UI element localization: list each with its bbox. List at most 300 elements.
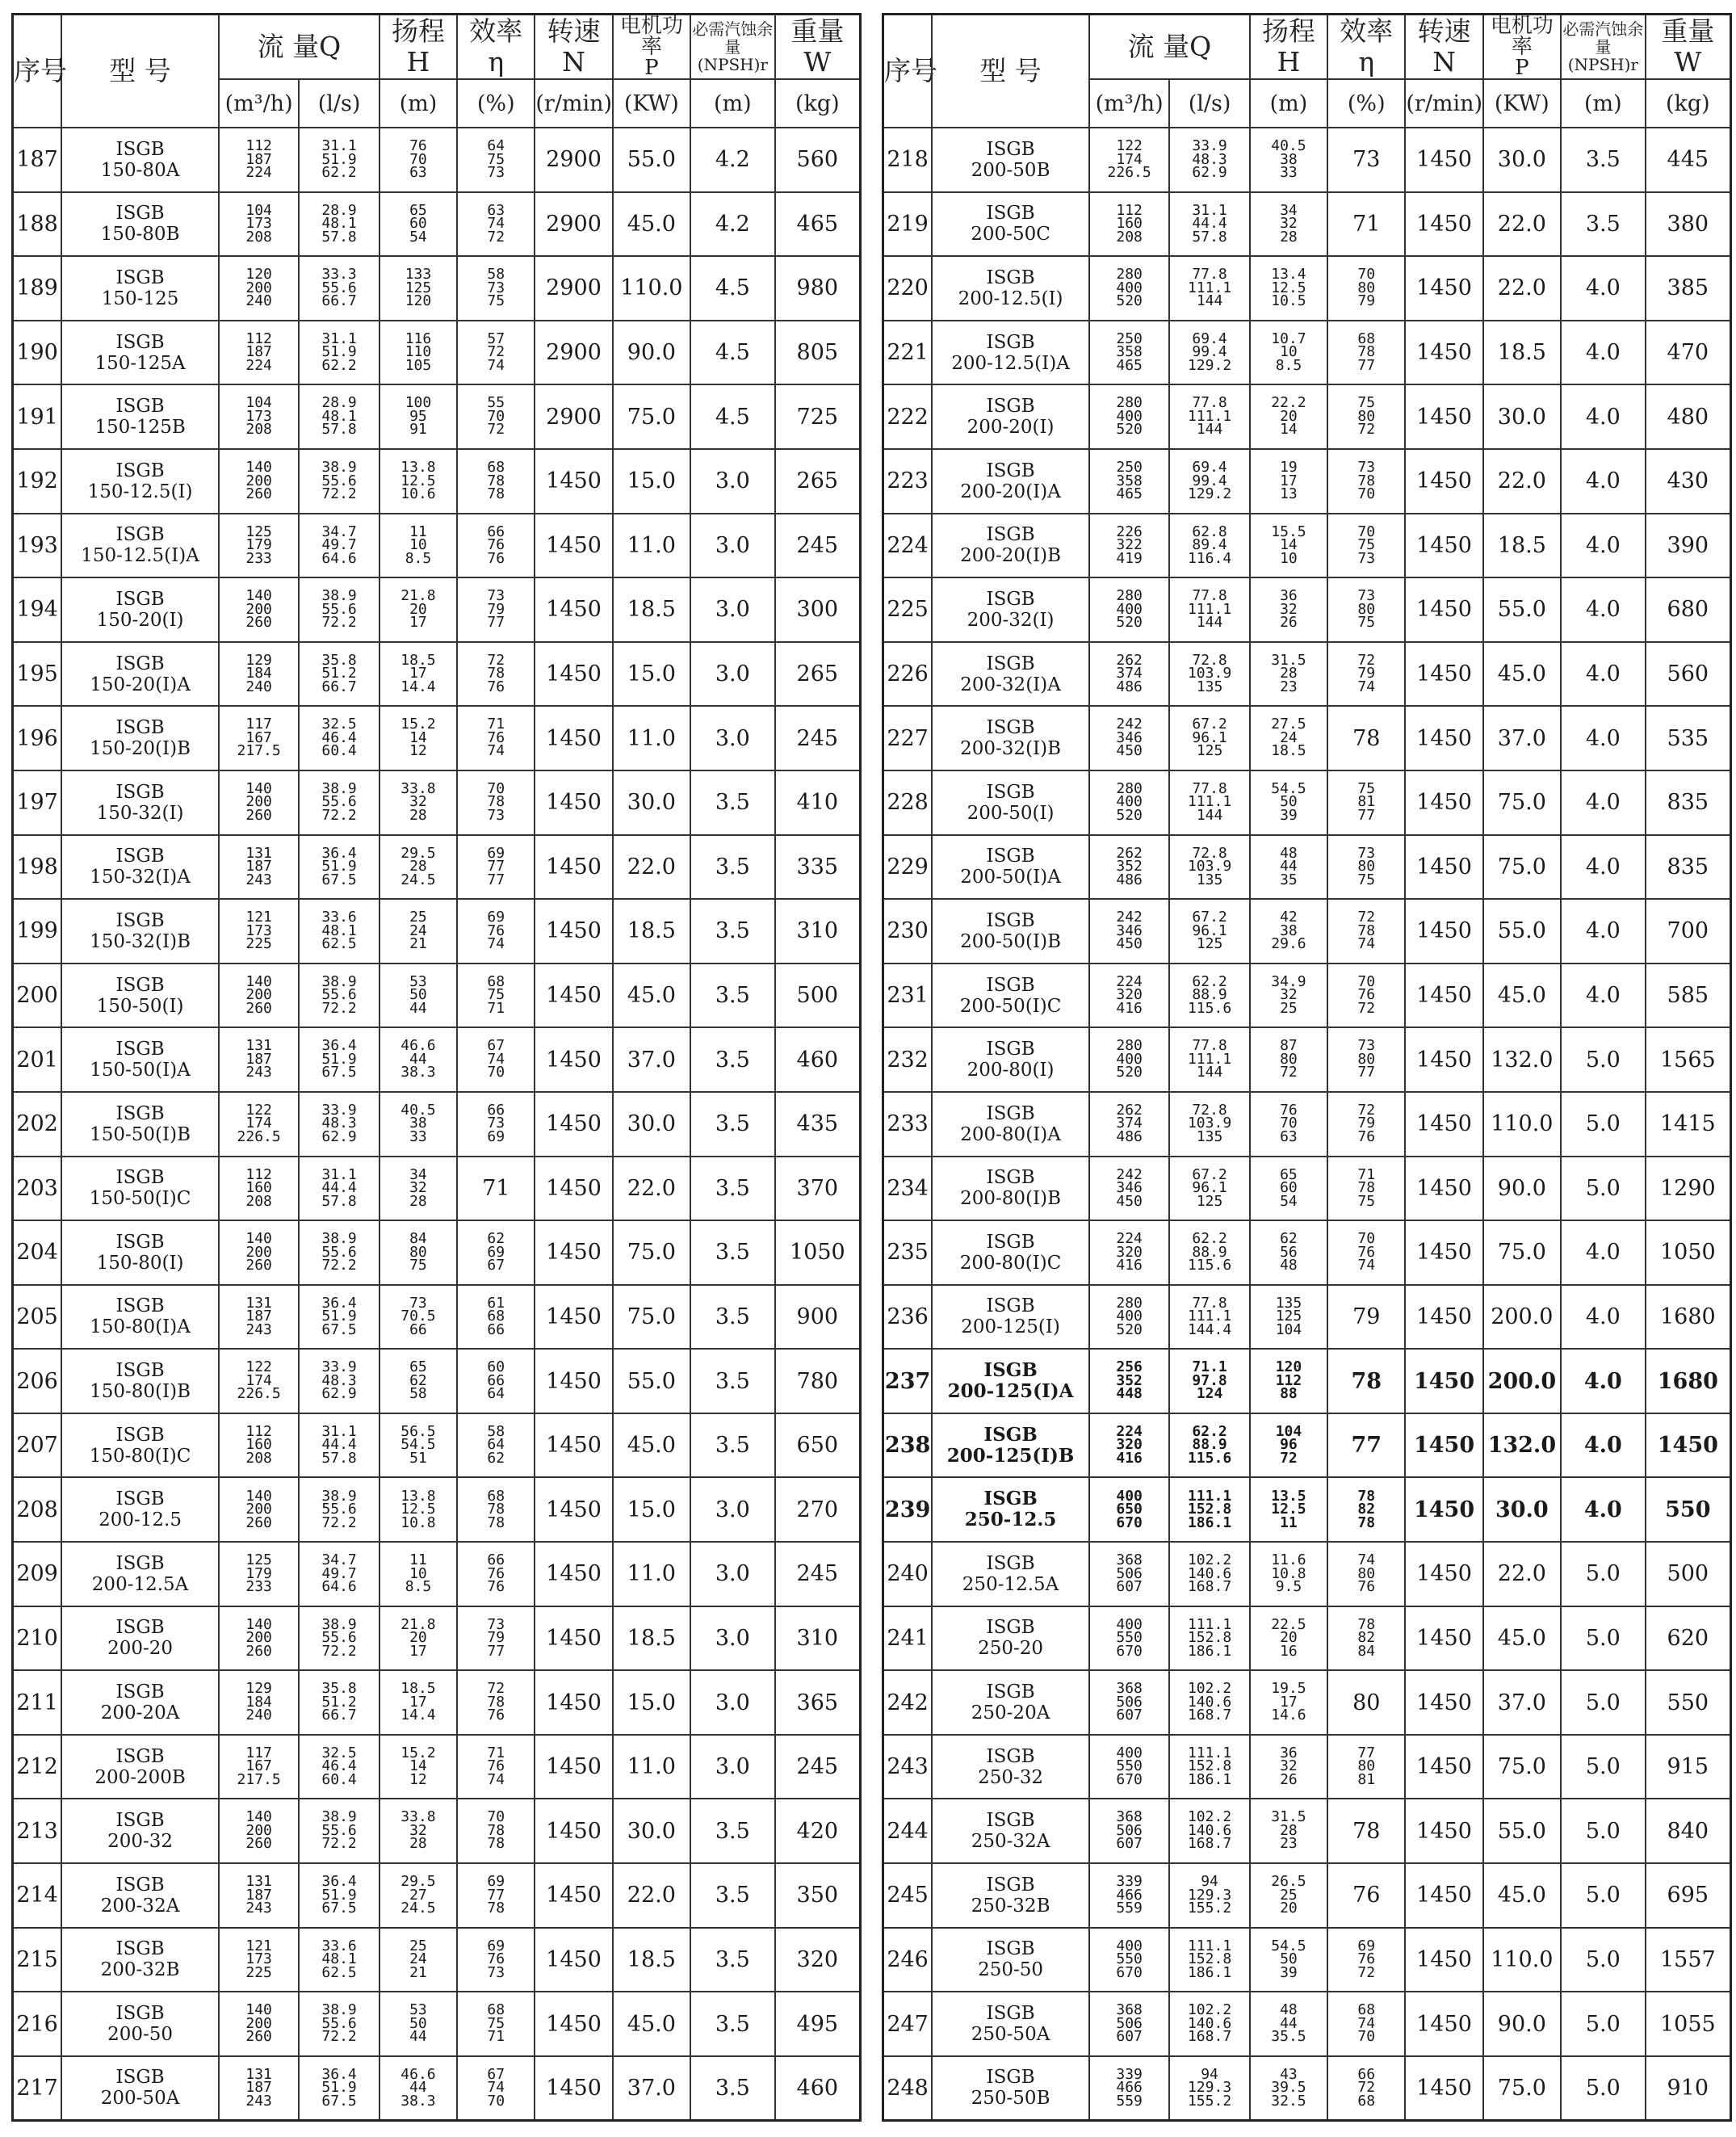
- row-efficiency: 73 79 77: [457, 577, 535, 642]
- row-flow-ls: 32.5 46.4 60.4: [299, 706, 379, 770]
- row-seq: 210: [13, 1606, 62, 1671]
- row-npsh: 4.0: [1561, 577, 1646, 642]
- row-npsh: 4.2: [690, 128, 775, 192]
- row-power: 110.0: [1483, 1928, 1561, 1992]
- row-flow-ls: 36.4 51.9 67.5: [299, 1863, 379, 1928]
- table-row: [883, 1220, 1731, 1285]
- table-row: [13, 1220, 861, 1285]
- row-weight: 1415: [1646, 1092, 1731, 1157]
- row-npsh: 5.0: [1561, 1606, 1646, 1671]
- row-head: 120 112 88: [1250, 1349, 1327, 1413]
- row-flow-m3h: 242 346 450: [1089, 1157, 1169, 1221]
- unit-weight: (kg): [775, 79, 861, 128]
- row-seq: 212: [13, 1735, 62, 1799]
- row-efficiency: 66 76 76: [457, 514, 535, 578]
- table-row: [883, 1735, 1731, 1799]
- table-row: [13, 1349, 861, 1413]
- row-weight: 265: [775, 642, 861, 707]
- row-weight: 620: [1646, 1606, 1731, 1671]
- row-flow-m3h: 400 650 670: [1089, 1477, 1169, 1542]
- table-row: [883, 1092, 1731, 1157]
- row-weight: 1680: [1646, 1285, 1731, 1350]
- row-seq: 199: [13, 899, 62, 964]
- row-flow-m3h: 131 187 243: [219, 1863, 299, 1928]
- row-power: 18.5: [613, 577, 690, 642]
- row-npsh: 4.5: [690, 256, 775, 321]
- row-weight: 550: [1646, 1670, 1731, 1735]
- row-speed: 1450: [535, 1477, 612, 1542]
- row-power: 15.0: [613, 449, 690, 514]
- row-efficiency: 73 80 75: [1327, 835, 1405, 900]
- row-flow-ls: 33.3 55.6 66.7: [299, 256, 379, 321]
- row-speed: 1450: [1405, 706, 1482, 770]
- row-npsh: 4.2: [690, 192, 775, 257]
- row-seq: 238: [883, 1413, 933, 1478]
- row-weight: 1557: [1646, 1928, 1731, 1992]
- row-npsh: 3.5: [690, 1992, 775, 2056]
- row-efficiency: 70 78 73: [457, 770, 535, 835]
- row-speed: 1450: [535, 964, 612, 1028]
- row-power: 45.0: [1483, 1863, 1561, 1928]
- row-model: ISGB 150-12.5(I): [61, 449, 219, 514]
- row-head: 133 125 120: [379, 256, 457, 321]
- row-flow-ls: 33.6 48.1 62.5: [299, 1928, 379, 1992]
- row-efficiency: 70 76 74: [1327, 1220, 1405, 1285]
- table-row: [13, 1413, 861, 1478]
- row-power: 11.0: [613, 1735, 690, 1799]
- table-row: [13, 1285, 861, 1350]
- row-npsh: 4.0: [1561, 256, 1646, 321]
- table-row: [883, 1157, 1731, 1221]
- header-seq: 序号: [13, 15, 62, 128]
- row-efficiency: 73 80 77: [1327, 1027, 1405, 1092]
- row-flow-ls: 77.8 111.1 144: [1169, 577, 1249, 642]
- row-head: 36 32 26: [1250, 577, 1327, 642]
- row-weight: 835: [1646, 770, 1731, 835]
- row-flow-ls: 69.4 99.4 129.2: [1169, 321, 1249, 385]
- row-flow-m3h: 122 174 226.5: [219, 1092, 299, 1157]
- row-flow-ls: 77.8 111.1 144: [1169, 256, 1249, 321]
- row-power: 45.0: [613, 964, 690, 1028]
- row-speed: 1450: [1405, 1863, 1482, 1928]
- row-power: 18.5: [613, 1928, 690, 1992]
- unit-npsh: (m): [690, 79, 775, 128]
- row-npsh: 5.0: [1561, 2056, 1646, 2121]
- table-row: [13, 1542, 861, 1606]
- row-seq: 190: [13, 321, 62, 385]
- row-power: 110.0: [1483, 1092, 1561, 1157]
- header-npsh: 必需汽蚀余量 (NPSH)r: [1561, 15, 1646, 80]
- row-flow-ls: 77.8 111.1 144: [1169, 384, 1249, 449]
- row-weight: 780: [775, 1349, 861, 1413]
- row-head: 34 32 28: [379, 1157, 457, 1221]
- row-model: ISGB 200-12.5(I): [932, 256, 1089, 321]
- row-model: ISGB 150-80(I)C: [61, 1413, 219, 1478]
- row-speed: 2900: [535, 192, 612, 257]
- row-head: 84 80 75: [379, 1220, 457, 1285]
- table-row: [13, 384, 861, 449]
- row-power: 55.0: [613, 128, 690, 192]
- row-speed: 1450: [535, 1799, 612, 1863]
- row-efficiency: 75 80 72: [1327, 384, 1405, 449]
- table-row: [883, 384, 1731, 449]
- table-row: [883, 321, 1731, 385]
- row-npsh: 5.0: [1561, 1542, 1646, 1606]
- row-model: ISGB 200-32(I): [932, 577, 1089, 642]
- row-flow-m3h: 280 400 520: [1089, 384, 1169, 449]
- row-head: 13.5 12.5 11: [1250, 1477, 1327, 1542]
- row-speed: 1450: [535, 2056, 612, 2121]
- row-power: 75.0: [1483, 1220, 1561, 1285]
- row-weight: 430: [1646, 449, 1731, 514]
- row-power: 11.0: [613, 514, 690, 578]
- row-power: 132.0: [1483, 1413, 1561, 1478]
- row-flow-m3h: 368 506 607: [1089, 1992, 1169, 2056]
- table-row: [13, 1157, 861, 1221]
- row-weight: 1290: [1646, 1157, 1731, 1221]
- table-row: [883, 449, 1731, 514]
- row-weight: 265: [775, 449, 861, 514]
- row-flow-ls: 38.9 55.6 72.2: [299, 1992, 379, 2056]
- row-power: 55.0: [1483, 1799, 1561, 1863]
- row-flow-m3h: 122 174 226.5: [219, 1349, 299, 1413]
- row-speed: 1450: [535, 1349, 612, 1413]
- row-speed: 1450: [1405, 1477, 1482, 1542]
- row-speed: 1450: [1405, 1735, 1482, 1799]
- row-seq: 200: [13, 964, 62, 1028]
- header-model: 型 号: [61, 15, 219, 128]
- row-flow-m3h: 280 400 520: [1089, 1027, 1169, 1092]
- unit-flow-ls: (l/s): [299, 79, 379, 128]
- row-weight: 445: [1646, 128, 1731, 192]
- row-npsh: 3.0: [690, 577, 775, 642]
- row-seq: 217: [13, 2056, 62, 2121]
- row-flow-m3h: 262 374 486: [1089, 1092, 1169, 1157]
- row-model: ISGB 150-80(I): [61, 1220, 219, 1285]
- row-efficiency: 70 75 73: [1327, 514, 1405, 578]
- row-efficiency: 58 64 62: [457, 1413, 535, 1478]
- row-head: 29.5 28 24.5: [379, 835, 457, 900]
- row-head: 87 80 72: [1250, 1027, 1327, 1092]
- row-npsh: 3.5: [690, 1157, 775, 1221]
- row-flow-m3h: 125 179 233: [219, 514, 299, 578]
- row-power: 75.0: [1483, 1735, 1561, 1799]
- row-flow-m3h: 400 550 670: [1089, 1928, 1169, 1992]
- row-flow-m3h: 131 187 243: [219, 835, 299, 900]
- row-power: 45.0: [1483, 964, 1561, 1028]
- table-row: [883, 1799, 1731, 1863]
- row-head: 34 32 28: [1250, 192, 1327, 257]
- row-flow-m3h: 280 400 520: [1089, 1285, 1169, 1350]
- row-efficiency: 69 77 78: [457, 1863, 535, 1928]
- row-speed: 2900: [535, 256, 612, 321]
- row-weight: 500: [1646, 1542, 1731, 1606]
- row-weight: 1565: [1646, 1027, 1731, 1092]
- table-row: [883, 1542, 1731, 1606]
- table-row: [13, 256, 861, 321]
- row-flow-m3h: 140 200 260: [219, 770, 299, 835]
- row-speed: 1450: [1405, 2056, 1482, 2121]
- row-model: ISGB 200-50(I): [932, 770, 1089, 835]
- row-weight: 480: [1646, 384, 1731, 449]
- row-power: 75.0: [613, 384, 690, 449]
- row-weight: 560: [1646, 642, 1731, 707]
- row-npsh: 5.0: [1561, 1735, 1646, 1799]
- row-seq: 240: [883, 1542, 933, 1606]
- row-speed: 1450: [1405, 1670, 1482, 1735]
- row-power: 37.0: [1483, 706, 1561, 770]
- row-flow-m3h: 368 506 607: [1089, 1799, 1169, 1863]
- row-flow-m3h: 339 466 559: [1089, 1863, 1169, 1928]
- row-flow-m3h: 242 346 450: [1089, 899, 1169, 964]
- row-model: ISGB 250-32A: [932, 1799, 1089, 1863]
- row-flow-ls: 31.1 51.9 62.2: [299, 321, 379, 385]
- row-seq: 218: [883, 128, 933, 192]
- row-speed: 1450: [1405, 1799, 1482, 1863]
- row-seq: 220: [883, 256, 933, 321]
- row-weight: 420: [775, 1799, 861, 1863]
- row-model: ISGB 150-50(I)B: [61, 1092, 219, 1157]
- row-flow-ls: 111.1 152.8 186.1: [1169, 1477, 1249, 1542]
- row-head: 135 125 104: [1250, 1285, 1327, 1350]
- row-efficiency: 55 70 72: [457, 384, 535, 449]
- header-flow: 流 量Q: [1089, 15, 1250, 80]
- row-flow-ls: 102.2 140.6 168.7: [1169, 1542, 1249, 1606]
- row-flow-ls: 38.9 55.6 72.2: [299, 770, 379, 835]
- row-head: 48 44 35.5: [1250, 1992, 1327, 2056]
- row-head: 116 110 105: [379, 321, 457, 385]
- row-head: 53 50 44: [379, 1992, 457, 2056]
- row-seq: 239: [883, 1477, 933, 1542]
- row-speed: 2900: [535, 321, 612, 385]
- row-speed: 1450: [1405, 1606, 1482, 1671]
- row-npsh: 4.0: [1561, 1349, 1646, 1413]
- row-weight: 560: [775, 128, 861, 192]
- row-power: 18.5: [613, 899, 690, 964]
- row-speed: 1450: [1405, 192, 1482, 257]
- row-head: 29.5 27 24.5: [379, 1863, 457, 1928]
- row-power: 30.0: [613, 770, 690, 835]
- row-model: ISGB 200-200B: [61, 1735, 219, 1799]
- row-speed: 1450: [535, 1542, 612, 1606]
- row-flow-ls: 72.8 103.9 135: [1169, 835, 1249, 900]
- row-model: ISGB 200-50(I)C: [932, 964, 1089, 1028]
- row-efficiency: 77: [1327, 1413, 1405, 1478]
- row-flow-m3h: 117 167 217.5: [219, 706, 299, 770]
- row-flow-m3h: 224 320 416: [1089, 964, 1169, 1028]
- row-seq: 204: [13, 1220, 62, 1285]
- row-npsh: 3.0: [690, 1477, 775, 1542]
- row-npsh: 4.0: [1561, 321, 1646, 385]
- row-flow-m3h: 129 184 240: [219, 1670, 299, 1735]
- row-model: ISGB 150-32(I): [61, 770, 219, 835]
- header-efficiency: 效率 η: [457, 15, 535, 80]
- row-flow-ls: 38.9 55.6 72.2: [299, 1799, 379, 1863]
- unit-flow-m3h: (m³/h): [219, 79, 299, 128]
- row-flow-m3h: 112 187 224: [219, 321, 299, 385]
- row-efficiency: 69 76 72: [1327, 1928, 1405, 1992]
- row-seq: 213: [13, 1799, 62, 1863]
- row-flow-ls: 36.4 51.9 67.5: [299, 835, 379, 900]
- row-model: ISGB 150-50(I)A: [61, 1027, 219, 1092]
- row-model: ISGB 200-12.5(I)A: [932, 321, 1089, 385]
- row-efficiency: 69 77 77: [457, 835, 535, 900]
- row-model: ISGB 150-20(I)A: [61, 642, 219, 707]
- row-seq: 235: [883, 1220, 933, 1285]
- row-weight: 1050: [1646, 1220, 1731, 1285]
- row-flow-m3h: 131 187 243: [219, 1027, 299, 1092]
- row-flow-ls: 34.7 49.7 64.6: [299, 514, 379, 578]
- row-weight: 585: [1646, 964, 1731, 1028]
- row-power: 55.0: [1483, 899, 1561, 964]
- row-head: 13.8 12.5 10.8: [379, 1477, 457, 1542]
- row-power: 30.0: [1483, 1477, 1561, 1542]
- row-npsh: 5.0: [1561, 1027, 1646, 1092]
- row-power: 22.0: [1483, 449, 1561, 514]
- row-efficiency: 75 81 77: [1327, 770, 1405, 835]
- table-row: [883, 706, 1731, 770]
- row-weight: 550: [1646, 1477, 1731, 1542]
- row-flow-ls: 94 129.3 155.2: [1169, 2056, 1249, 2121]
- table-row: [13, 642, 861, 707]
- row-head: 76 70 63: [379, 128, 457, 192]
- row-npsh: 3.5: [690, 1928, 775, 1992]
- row-flow-m3h: 250 358 465: [1089, 449, 1169, 514]
- row-flow-m3h: 226 322 419: [1089, 514, 1169, 578]
- table-row: [13, 770, 861, 835]
- row-flow-ls: 102.2 140.6 168.7: [1169, 1670, 1249, 1735]
- row-model: ISGB 200-32(I)A: [932, 642, 1089, 707]
- row-flow-ls: 36.4 51.9 67.5: [299, 1285, 379, 1350]
- row-head: 19 17 13: [1250, 449, 1327, 514]
- row-flow-ls: 31.1 44.4 57.8: [299, 1413, 379, 1478]
- row-head: 65 62 58: [379, 1349, 457, 1413]
- row-flow-m3h: 112 160 208: [219, 1413, 299, 1478]
- row-flow-ls: 77.8 111.1 144: [1169, 770, 1249, 835]
- row-model: ISGB 150-80A: [61, 128, 219, 192]
- table-row: [883, 1863, 1731, 1928]
- row-model: ISGB 200-50(I)B: [932, 899, 1089, 964]
- row-power: 45.0: [613, 192, 690, 257]
- row-power: 37.0: [613, 2056, 690, 2121]
- table-row: [883, 1285, 1731, 1350]
- row-efficiency: 68 78 78: [457, 449, 535, 514]
- row-head: 100 95 91: [379, 384, 457, 449]
- row-head: 31.5 28 23: [1250, 1799, 1327, 1863]
- row-npsh: 5.0: [1561, 1799, 1646, 1863]
- row-npsh: 3.0: [690, 449, 775, 514]
- row-seq: 216: [13, 1992, 62, 2056]
- row-model: ISGB 150-12.5(I)A: [61, 514, 219, 578]
- row-flow-ls: 35.8 51.2 66.7: [299, 642, 379, 707]
- row-efficiency: 68 74 70: [1327, 1992, 1405, 2056]
- row-efficiency: 78: [1327, 706, 1405, 770]
- row-head: 48 44 35: [1250, 835, 1327, 900]
- row-flow-ls: 36.4 51.9 67.5: [299, 1027, 379, 1092]
- row-weight: 385: [1646, 256, 1731, 321]
- row-npsh: 3.5: [690, 1092, 775, 1157]
- row-flow-ls: 67.2 96.1 125: [1169, 706, 1249, 770]
- row-model: ISGB 250-50: [932, 1928, 1089, 1992]
- unit-npsh: (m): [1561, 79, 1646, 128]
- row-efficiency: 73 80 75: [1327, 577, 1405, 642]
- row-seq: 197: [13, 770, 62, 835]
- row-power: 22.0: [1483, 1542, 1561, 1606]
- row-model: ISGB 200-80(I): [932, 1027, 1089, 1092]
- row-flow-ls: 72.8 103.9 135: [1169, 642, 1249, 707]
- row-weight: 390: [1646, 514, 1731, 578]
- row-efficiency: 72 78 74: [1327, 899, 1405, 964]
- row-flow-m3h: 400 550 670: [1089, 1606, 1169, 1671]
- row-seq: 223: [883, 449, 933, 514]
- row-flow-m3h: 104 173 208: [219, 192, 299, 257]
- row-head: 11.6 10.8 9.5: [1250, 1542, 1327, 1606]
- row-seq: 232: [883, 1027, 933, 1092]
- row-head: 21.8 20 17: [379, 1606, 457, 1671]
- table-row: [13, 1799, 861, 1863]
- row-head: 31.5 28 23: [1250, 642, 1327, 707]
- row-seq: 203: [13, 1157, 62, 1221]
- table-row: [13, 1735, 861, 1799]
- row-speed: 1450: [1405, 1092, 1482, 1157]
- row-power: 11.0: [613, 706, 690, 770]
- row-power: 45.0: [613, 1413, 690, 1478]
- row-flow-ls: 62.2 88.9 115.6: [1169, 1220, 1249, 1285]
- row-weight: 245: [775, 1542, 861, 1606]
- row-head: 73 70.5 66: [379, 1285, 457, 1350]
- row-speed: 1450: [535, 835, 612, 900]
- row-head: 15.5 14 10: [1250, 514, 1327, 578]
- row-power: 55.0: [613, 1349, 690, 1413]
- row-flow-m3h: 339 466 559: [1089, 2056, 1169, 2121]
- table-row: [883, 1349, 1731, 1413]
- row-weight: 915: [1646, 1735, 1731, 1799]
- table-row: [13, 1606, 861, 1671]
- row-npsh: 4.0: [1561, 1413, 1646, 1478]
- row-flow-m3h: 262 352 486: [1089, 835, 1169, 900]
- table-row: [13, 706, 861, 770]
- row-npsh: 4.0: [1561, 1220, 1646, 1285]
- row-seq: 198: [13, 835, 62, 900]
- row-head: 104 96 72: [1250, 1413, 1327, 1478]
- row-head: 11 10 8.5: [379, 514, 457, 578]
- row-head: 46.6 44 38.3: [379, 2056, 457, 2121]
- row-model: ISGB 200-20(I): [932, 384, 1089, 449]
- row-flow-ls: 35.8 51.2 66.7: [299, 1670, 379, 1735]
- row-efficiency: 66 76 76: [457, 1542, 535, 1606]
- row-speed: 1450: [535, 1027, 612, 1092]
- row-flow-ls: 38.9 55.6 72.2: [299, 964, 379, 1028]
- row-weight: 980: [775, 256, 861, 321]
- row-npsh: 5.0: [1561, 1863, 1646, 1928]
- row-seq: 224: [883, 514, 933, 578]
- row-seq: 211: [13, 1670, 62, 1735]
- table-row: [883, 256, 1731, 321]
- row-model: ISGB 200-80(I)A: [932, 1092, 1089, 1157]
- pump-spec-table: [11, 13, 862, 2122]
- row-npsh: 4.5: [690, 384, 775, 449]
- table-row: [883, 1027, 1731, 1092]
- row-speed: 1450: [1405, 321, 1482, 385]
- row-head: 46.6 44 38.3: [379, 1027, 457, 1092]
- row-flow-m3h: 104 173 208: [219, 384, 299, 449]
- row-model: ISGB 150-125: [61, 256, 219, 321]
- row-efficiency: 66 72 68: [1327, 2056, 1405, 2121]
- unit-flow-m3h: (m³/h): [1089, 79, 1169, 128]
- row-flow-ls: 77.8 111.1 144.4: [1169, 1285, 1249, 1350]
- row-npsh: 4.0: [1561, 1477, 1646, 1542]
- header-power: 电机功率 P: [1483, 15, 1561, 80]
